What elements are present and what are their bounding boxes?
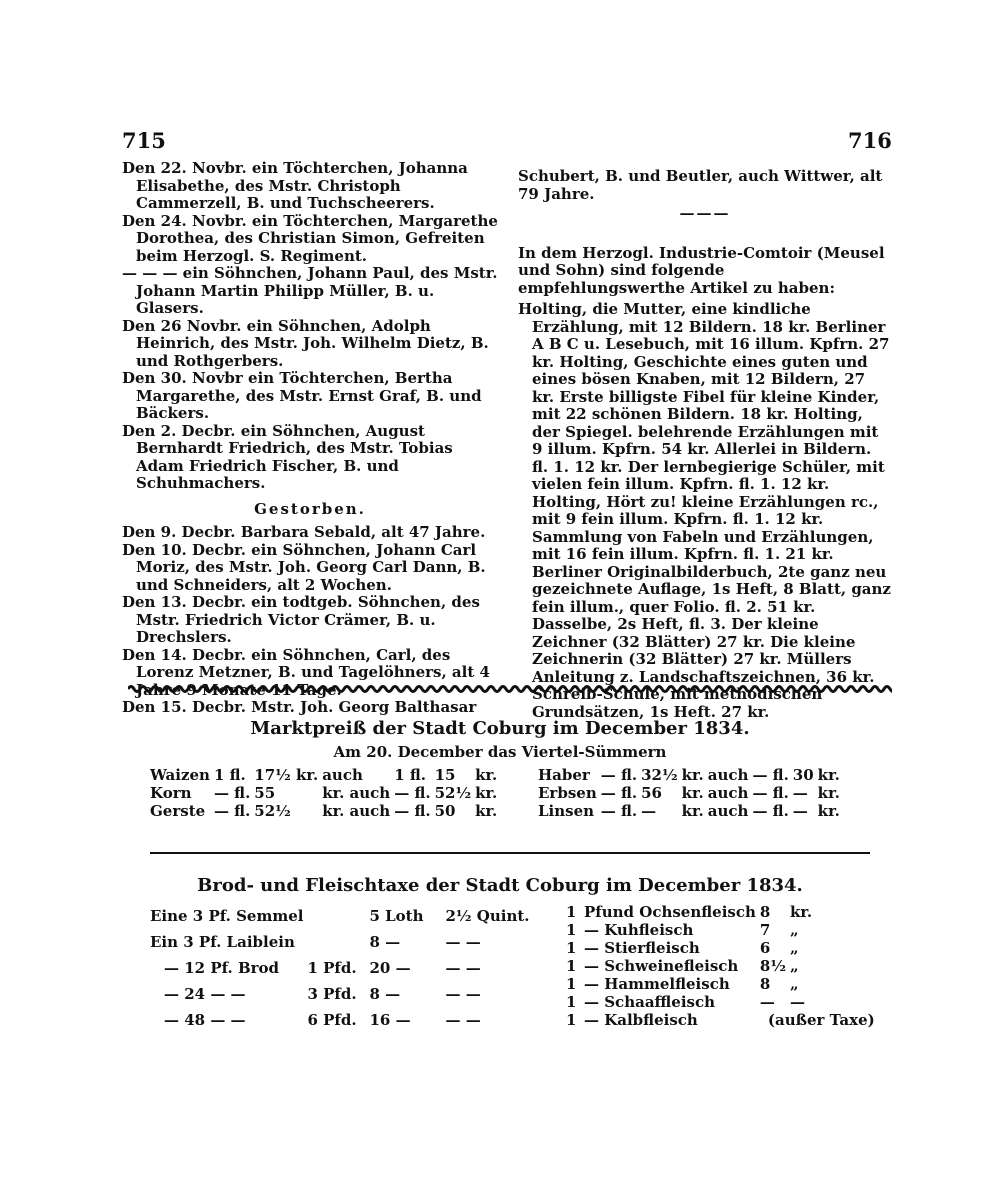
continuation-text: Schubert, B. und Beutler, auch Wittwer, alt 79 Jahre. <box>518 167 883 203</box>
table-cell <box>307 903 369 929</box>
table-cell: 30 <box>792 766 814 784</box>
table-cell: 32½ <box>641 766 678 784</box>
table-row <box>566 939 879 957</box>
table-cell: 52½ <box>254 802 291 820</box>
table-cell: — <box>792 802 808 820</box>
table-cell: kr. <box>475 766 498 784</box>
table-cell: — <box>641 802 657 820</box>
table-cell: „ <box>789 957 799 975</box>
table-cell: 8 — <box>369 933 401 951</box>
table-cell: 2½ Quint. <box>445 907 530 925</box>
entry: Den 10. Decbr. ein Söhnchen, Johann Carl Moriz, des Mstr. Joh. Georg Carl Dann, B. und Schneiders, alt 2 Wochen. <box>122 540 486 594</box>
table-row <box>538 802 844 820</box>
table-cell: 1 <box>566 939 577 957</box>
table-cell: — — <box>445 959 481 977</box>
table-cell: kr. auch <box>322 802 391 820</box>
table-cell: 7 <box>759 921 771 939</box>
birth-entries <box>122 160 498 493</box>
table-cell: Waizen <box>150 766 210 784</box>
table-cell: auch <box>322 766 363 784</box>
table-cell: — fl. <box>600 784 638 802</box>
table-cell: — — <box>445 1011 481 1029</box>
table-row <box>150 903 534 929</box>
entry: Den 9. Decbr. Barbara Sebald, alt 47 Jahre. <box>122 523 486 541</box>
table-row <box>566 975 879 993</box>
table-cell: 50 <box>434 802 456 820</box>
table-row <box>566 957 879 975</box>
table-cell: — 24 — — <box>164 985 246 1003</box>
table-row <box>566 903 879 921</box>
table-cell: kr. <box>817 766 840 784</box>
table-cell: auch <box>707 784 749 802</box>
table-cell: — fl. <box>752 802 789 820</box>
table-cell: Linsen <box>538 802 595 820</box>
table-cell: kr. <box>681 784 704 802</box>
table-cell: „ <box>789 939 799 957</box>
table-cell: 17½ kr. <box>254 766 319 784</box>
entry: — — — ein Söhnchen, Johann Paul, des Mstr. Johann Martin Philipp Müller, B. u. Glasers. <box>122 264 498 317</box>
table-cell: — — <box>445 985 481 1003</box>
meat-table <box>566 903 879 1029</box>
right-column <box>518 168 892 721</box>
page-number-left: 715 <box>122 128 166 153</box>
entry: Den 30. Novbr ein Töchterchen, Bertha Margarethe, des Mstr. Ernst Graf, B. und Bäckers. <box>122 369 482 422</box>
table-row <box>566 1011 879 1029</box>
table-cell: Korn <box>150 784 192 802</box>
market-table-right <box>538 766 844 820</box>
table-cell: auch <box>707 802 749 820</box>
table-cell: — fl. <box>213 784 251 802</box>
wavy-divider <box>128 682 892 696</box>
entry: Den 15. Decbr. Mstr. Joh. Georg Balthasar <box>122 698 477 716</box>
table-row <box>150 802 501 820</box>
table-cell: — Kuhfleisch <box>584 921 694 939</box>
table-cell: — Schweinefleisch <box>584 957 739 975</box>
left-column <box>122 160 498 717</box>
table-cell: — 12 Pf. Brod <box>164 959 280 977</box>
table-cell: — fl. <box>752 784 789 802</box>
table-cell: — fl. <box>752 766 789 784</box>
table-cell: 1 <box>566 975 577 993</box>
table-cell: (außer Taxe) <box>767 1011 875 1029</box>
table-cell: 1 <box>566 921 577 939</box>
market-title: Marktpreiß der Stadt Coburg im December 1834. <box>250 718 750 739</box>
table-cell: „ <box>789 975 799 993</box>
table-cell: Pfund Ochsenfleisch <box>584 903 756 921</box>
entry: Den 22. Novbr. ein Töchterchen, Johanna Elisabethe, des Mstr. Christoph Cammerzell, B. und Tuchscheerers. <box>122 159 468 212</box>
table-cell: 1 <box>566 903 577 921</box>
table-cell: kr. <box>817 802 840 820</box>
table-cell: 15 <box>434 766 456 784</box>
table-cell: 8½ <box>759 957 786 975</box>
table-cell: 56 <box>641 784 662 802</box>
table-cell: 8 <box>759 975 771 993</box>
market-table-left <box>150 766 501 820</box>
table-cell: — fl. <box>600 766 638 784</box>
market-subtitle: Am 20. December das Viertel-Sümmern <box>333 743 667 761</box>
table-cell: 8 — <box>369 985 401 1003</box>
table-cell: 6 <box>759 939 771 957</box>
table-cell: Erbsen <box>538 784 597 802</box>
table-cell: 1 Pfd. <box>307 959 357 977</box>
entry: Den 24. Novbr. ein Töchterchen, Margarethe Dorothea, des Christian Simon, Gefreiten beim Herzogl. S. Regiment. <box>122 211 498 265</box>
table-cell: 5 Loth <box>369 907 424 925</box>
separator: ——— <box>679 204 731 222</box>
table-row <box>538 766 844 784</box>
table-cell: 8 <box>759 903 771 921</box>
table-cell: — <box>789 993 805 1011</box>
table-cell: — fl. <box>213 802 251 820</box>
table-row <box>150 784 501 802</box>
table-cell: Ein 3 Pf. Laiblein <box>150 933 295 951</box>
table-cell: — <box>792 784 808 802</box>
table-cell: 1 <box>566 1011 577 1029</box>
table-cell: 16 — <box>369 1011 411 1029</box>
table-cell: auch <box>707 766 749 784</box>
entry: Den 13. Decbr. ein todtgeb. Söhnchen, des Mstr. Friedrich Victor Crämer, B. u. Drechslers. <box>122 593 480 646</box>
table-cell: 1 fl. <box>213 766 246 784</box>
table-row <box>150 929 534 955</box>
table-cell: Gerste <box>150 802 206 820</box>
table-cell: kr. <box>681 802 704 820</box>
table-row <box>150 766 501 784</box>
table-row <box>150 955 534 981</box>
section-heading-gestorben: Gestorben. <box>254 499 366 518</box>
table-cell: 1 <box>566 993 577 1011</box>
table-row <box>150 981 534 1007</box>
table-cell: 3 Pfd. <box>307 985 357 1003</box>
table-cell: 6 Pfd. <box>307 1011 357 1029</box>
entry: Den 26 Novbr. ein Söhnchen, Adolph Heinrich, des Mstr. Joh. Wilhelm Dietz, B. und Rothgerbers. <box>122 316 489 370</box>
table-cell: — Hammelfleisch <box>584 975 730 993</box>
table-cell: 1 <box>566 957 577 975</box>
table-cell: 20 — <box>369 959 411 977</box>
entry: Den 14. Decbr. ein Söhnchen, Carl, des Lorenz Metzner, B. und Tagelöhners, alt 4 Jahre 9 Monate 11 Tage. <box>122 645 490 699</box>
bread-table <box>150 903 534 1033</box>
table-cell: — Kalbfleisch <box>584 1011 698 1029</box>
table-cell: kr. auch <box>322 784 391 802</box>
advert-text: Holting, die Mutter, eine kindliche Erzählung, mit 12 Bildern. 18 kr. Berliner A B C u. Lesebuch, mit 16 illum. Kpfrn. 27 kr. Holting, Geschichte eines guten und eines bösen Knaben, mit 12 Bildern, 27 kr. Erste billigste Fibel für kleine Kinder, mit 22 schönen Bildern. 18 kr. Holting, der Spiegel. belehrende Erzählungen mit 9 illum. Kpfrn. 54 kr. Allerlei in Bildern. fl. 1. 12 kr. Der lernbegierige Schüler, mit vielen fein illum. Kpfrn. fl. 1. 12 kr. Holting, Hört zu! kleine Erzählungen rc., mit 9 fein illum. Kpfrn. fl. 1. 12 kr. Sammlung von Fabeln und Erzählungen, mit 16 fein illum. Kpfrn. fl. 1. 21 kr. Berliner Originalbilderbuch, 2te ganz neu gezeichnete Auflage, 1s Heft, 8 Blatt, ganz fein illum., quer Folio. fl. 2. 51 kr. Dasselbe, 2s Heft, fl. 3. Der kleine Zeichner (32 Blätter) 27 kr. Die kleine Zeichnerin (32 Blätter) 27 kr. Müllers Anleitung z. Landschaftszeichnen, 36 kr. Schreib-Schule, mit methodischen Grundsätzen, 1s Heft. 27 kr. <box>518 300 891 721</box>
table-cell: — Schaaffleisch <box>584 993 716 1011</box>
shop-intro: In dem Herzogl. Industrie-Comtoir (Meusel und Sohn) sind folgende empfehlungswerthe Artikel zu haben: <box>518 243 885 297</box>
table-cell <box>307 929 369 955</box>
table-cell: — — <box>445 933 481 951</box>
table-cell: — fl. <box>394 784 431 802</box>
table-cell: — Stierfleisch <box>584 939 700 957</box>
table-cell: — 48 — — <box>164 1011 246 1029</box>
brod-title: Brod- und Fleischtaxe der Stadt Coburg im December 1834. <box>197 875 803 896</box>
table-cell: kr. <box>475 802 498 820</box>
table-cell: kr. <box>817 784 840 802</box>
horizontal-rule <box>150 852 870 854</box>
table-cell: — fl. <box>600 802 638 820</box>
table-row <box>566 921 879 939</box>
table-cell: — fl. <box>394 802 431 820</box>
table-row <box>150 1007 534 1033</box>
table-row <box>538 784 844 802</box>
page-number-right: 716 <box>848 128 892 153</box>
entry: Den 2. Decbr. ein Söhnchen, August Bernhardt Friedrich, des Mstr. Tobias Adam Friedrich Fischer, B. und Schuhmachers. <box>122 421 453 492</box>
table-row <box>566 993 879 1011</box>
table-cell: 1 fl. <box>394 766 427 784</box>
table-cell: „ <box>789 921 799 939</box>
table-cell: kr. <box>475 784 498 802</box>
table-cell: 55 <box>254 784 276 802</box>
table-cell: kr. <box>789 903 813 921</box>
table-cell: — <box>759 993 775 1011</box>
table-cell: kr. <box>681 766 704 784</box>
table-cell: 52½ <box>434 784 472 802</box>
table-cell: Eine 3 Pf. Semmel <box>150 907 304 925</box>
table-cell: Haber <box>538 766 590 784</box>
